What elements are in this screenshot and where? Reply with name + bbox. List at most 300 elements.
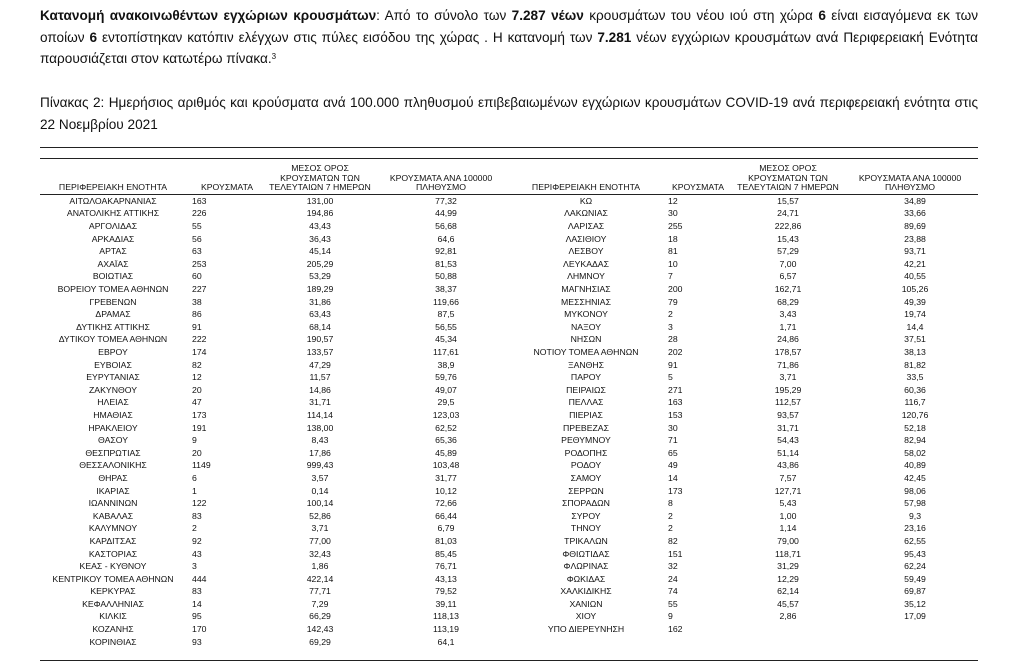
table-row: [40, 359, 510, 372]
cell-cases: 81: [668, 246, 678, 257]
cell-per100k: 57,98: [904, 498, 926, 509]
cell-cases: 191: [192, 422, 207, 433]
cell-avg7: 6,57: [779, 271, 797, 282]
cell-per100k: 62,55: [904, 535, 926, 546]
table-row: [40, 371, 510, 384]
cell-cases: 74: [668, 586, 678, 597]
table-row: [510, 573, 978, 586]
table-row: [40, 598, 510, 611]
cell-per100k: 31,77: [435, 472, 457, 483]
cell-cases: 55: [192, 221, 202, 232]
header-cases: ΚΡΟΥΣΜΑΤΑ: [671, 182, 725, 193]
cell-unit: ΑΡΓΟΛΙΔΑΣ: [88, 221, 138, 232]
cell-per100k: 38,13: [904, 347, 926, 357]
cell-unit: ΧΑΛΚΙΔΙΚΗΣ: [560, 586, 612, 597]
cell-per100k: 14,4: [906, 321, 924, 332]
cell-unit: ΚΑΛΥΜΝΟΥ: [88, 523, 138, 534]
cell-avg7: 66,29: [309, 611, 331, 622]
cell-avg7: 7,29: [311, 598, 329, 609]
cell-avg7: 63,43: [309, 309, 331, 320]
cell-cases: 43: [192, 548, 202, 559]
cell-avg7: 31,29: [777, 561, 799, 572]
cell-per100k: 103,48: [432, 460, 460, 471]
cell-per100k: 49,07: [435, 384, 457, 395]
cell-unit: ΒΟΡΕΙΟΥ ΤΟΜΕΑ ΑΘΗΝΩΝ: [57, 284, 169, 295]
table-row: [40, 233, 510, 246]
cell-avg7: 3,71: [311, 523, 329, 534]
cell-cases: 1: [192, 485, 197, 496]
cell-cases: 63: [192, 246, 202, 257]
intro-text-1: : Από το σύνολο των: [376, 8, 512, 23]
intro-imported: 6: [818, 8, 826, 23]
cell-avg7: 1,14: [779, 523, 797, 534]
intro-text-2: κρουσμάτων του νέου ιού στη χώρα: [583, 8, 819, 23]
cell-avg7: 1,00: [779, 510, 797, 521]
cell-avg7: 51,14: [777, 447, 799, 458]
cell-avg7: 15,57: [777, 195, 799, 206]
cell-unit: ΣΑΜΟΥ: [570, 472, 602, 483]
cell-cases: 86: [192, 309, 202, 320]
cell-unit: ΗΛΕΙΑΣ: [97, 397, 129, 408]
cell-cases: 226: [192, 208, 207, 219]
cell-avg7: 205,29: [306, 258, 334, 269]
cell-unit: ΖΑΚΥΝΘΟΥ: [89, 384, 137, 395]
intro-gates: 6: [89, 29, 98, 45]
cell-avg7: 2,86: [779, 611, 797, 622]
cell-avg7: 189,29: [306, 284, 334, 295]
cell-avg7: 93,57: [777, 409, 799, 420]
cell-avg7: 12,29: [777, 573, 799, 584]
cell-avg7: 62,14: [777, 586, 799, 597]
cell-avg7: 11,57: [309, 372, 331, 383]
table-row: [40, 194, 510, 207]
cell-unit: ΠΕΛΛΑΣ: [568, 397, 604, 408]
cell-cases: 18: [668, 233, 678, 244]
cell-per100k: 105,26: [901, 284, 929, 295]
cell-avg7: 68,29: [777, 296, 799, 307]
cell-per100k: 56,68: [435, 221, 457, 232]
table-row: [510, 194, 978, 207]
cell-unit: ΦΘΙΩΤΙΔΑΣ: [562, 548, 610, 559]
cell-unit: ΛΕΥΚΑΔΑΣ: [563, 258, 609, 269]
cell-per100k: 49,39: [904, 296, 926, 307]
table-row: [40, 421, 510, 434]
cell-unit: ΜΥΚΟΝΟΥ: [564, 309, 608, 320]
cell-per100k: 72,66: [435, 498, 457, 509]
cell-per100k: 59,49: [904, 573, 926, 584]
cell-per100k: 81,82: [904, 359, 926, 370]
cell-unit: ΛΑΡΙΣΑΣ: [567, 221, 605, 232]
cell-per100k: 33,5: [906, 372, 924, 383]
cell-avg7: 114,14: [307, 409, 333, 420]
cell-avg7: 133,57: [306, 347, 334, 357]
cell-unit: ΤΗΝΟΥ: [570, 523, 602, 534]
cell-per100k: 38,37: [435, 284, 457, 295]
cell-unit: ΥΠΟ ΔΙΕΡΕΥΝΗΣΗ: [547, 624, 625, 635]
table-row: [40, 636, 510, 649]
cell-unit: ΚΑΡΔΙΤΣΑΣ: [89, 535, 137, 546]
cell-cases: 163: [192, 195, 207, 206]
cell-cases: 153: [668, 409, 683, 420]
cell-cases: 49: [668, 460, 678, 471]
cell-avg7: 190,57: [306, 334, 334, 345]
table-row: [510, 459, 978, 472]
cell-cases: 47: [192, 397, 202, 408]
cell-per100k: 66,44: [435, 510, 457, 521]
cell-unit: ΘΕΣΠΡΩΤΙΑΣ: [85, 447, 141, 458]
cell-per100k: 89,69: [904, 221, 926, 232]
cell-cases: 122: [192, 498, 207, 509]
cell-cases: 200: [668, 284, 683, 295]
table-row: [510, 220, 978, 233]
table-row: [510, 409, 978, 422]
table-row: [40, 560, 510, 573]
cell-unit: ΑΙΤΩΛΟΑΚΑΡΝΑΝΙΑΣ: [69, 195, 157, 206]
table-row: [510, 610, 978, 623]
cell-per100k: 50,88: [435, 271, 457, 282]
table-row: [40, 258, 510, 271]
intro-text-4: εντοπίστηκαν κατόπιν ελέγχων στις πύλες εισόδου της χώρας . Η κατανομή των: [97, 29, 598, 45]
cell-cases: 1149: [192, 460, 211, 471]
cell-avg7: 3,57: [311, 472, 329, 483]
cell-per100k: 69,87: [904, 586, 926, 597]
cell-cases: 30: [668, 208, 678, 219]
cell-avg7: 45,14: [309, 246, 331, 257]
cell-per100k: 79,52: [435, 586, 457, 597]
table-row: [510, 598, 978, 611]
table-row: [510, 207, 978, 220]
cell-avg7: 31,86: [309, 296, 331, 307]
cell-per100k: 6,79: [437, 523, 455, 534]
table-row: [40, 409, 510, 422]
table-caption: Πίνακας 2: Ημερήσιος αριθμός και κρούσματα ανά 100.000 πληθυσμού επιβεβαιωμένων εγχώριων κρουσμάτων COVID-19 ανά περιφερειακή ενότητα στις 22 Νοεμβρίου 2021: [40, 95, 978, 132]
cell-cases: 3: [668, 321, 673, 332]
table-row: [40, 270, 510, 283]
table-row: [40, 384, 510, 397]
cell-per100k: 42,45: [904, 472, 926, 483]
cell-unit: ΔΥΤΙΚΗΣ ΑΤΤΙΚΗΣ: [76, 321, 150, 332]
cell-unit: ΕΥΡΥΤΑΝΙΑΣ: [86, 372, 140, 383]
cell-avg7: 79,00: [777, 535, 799, 546]
table-row: [510, 396, 978, 409]
cell-unit: ΡΟΔΟΠΗΣ: [564, 447, 608, 458]
cell-avg7: 131,00: [306, 195, 334, 206]
cell-avg7: 1,71: [779, 321, 797, 332]
cell-unit: ΑΧΑΪΑΣ: [97, 258, 129, 269]
cell-avg7: 1,86: [311, 561, 329, 572]
table-row: [40, 547, 510, 560]
cell-cases: 60: [192, 271, 202, 282]
cell-per100k: 52,18: [904, 422, 926, 433]
cell-avg7: 31,71: [309, 397, 331, 408]
cell-per100k: 85,45: [435, 548, 457, 559]
cell-per100k: 81,03: [435, 535, 457, 546]
intro-text-3: είναι εισαγόμενα εκ των οποίων: [40, 8, 978, 45]
cell-per100k: 92,81: [435, 246, 457, 257]
table-row: [510, 308, 978, 321]
cell-unit: ΡΟΔΟΥ: [570, 460, 602, 471]
cell-cases: 7: [668, 271, 673, 282]
table-row: [40, 573, 510, 586]
cell-cases: 20: [192, 447, 202, 458]
cell-per100k: 65,36: [435, 435, 457, 446]
table-row: [510, 522, 978, 535]
cell-per100k: 93,71: [904, 246, 926, 257]
table-row: [40, 472, 510, 485]
cell-unit: ΛΑΚΩΝΙΑΣ: [564, 208, 608, 219]
cell-per100k: 19,74: [904, 309, 926, 320]
cell-unit: ΚΙΛΚΙΣ: [99, 611, 127, 622]
cell-unit: ΣΠΟΡΑΔΩΝ: [562, 498, 610, 509]
cell-per100k: 98,06: [904, 485, 926, 496]
cell-cases: 253: [192, 258, 207, 269]
cell-avg7: 3,71: [779, 372, 797, 383]
cell-cases: 10: [668, 258, 678, 269]
table-row: [40, 321, 510, 334]
table-row: [510, 384, 978, 397]
cell-unit: ΣΥΡΟΥ: [571, 510, 601, 521]
table-row: [40, 283, 510, 296]
cell-unit: ΙΩΑΝΝΙΝΩΝ: [88, 498, 138, 509]
cell-cases: 6: [192, 472, 197, 483]
cell-per100k: 23,16: [904, 523, 926, 534]
cell-per100k: 81,53: [435, 258, 457, 269]
cell-cases: 83: [192, 510, 202, 521]
cell-per100k: 33,66: [904, 208, 926, 219]
table-row: [40, 346, 510, 359]
cell-per100k: 113,19: [433, 624, 459, 635]
cell-cases: 32: [668, 561, 678, 572]
cell-unit: ΚΟΖΑΝΗΣ: [92, 624, 134, 635]
table-row: [510, 359, 978, 372]
cell-avg7: 112,57: [775, 397, 801, 408]
cell-avg7: 222,86: [774, 221, 802, 232]
cell-cases: 20: [192, 384, 202, 395]
cell-unit: ΞΑΝΘΗΣ: [567, 359, 605, 370]
cell-avg7: 118,71: [775, 548, 801, 559]
header-avg7: ΜΕΣΟΣ ΟΡΟΣ ΚΡΟΥΣΜΑΤΩΝ ΤΩΝ ΤΕΛΕΥΤΑΙΩΝ 7 ΗΜΕΡΩΝ: [737, 163, 839, 193]
cell-avg7: 142,43: [306, 624, 334, 635]
cell-avg7: [734, 623, 842, 636]
cell-unit: ΛΑΣΙΘΙΟΥ: [565, 233, 607, 244]
cell-cases: 56: [192, 233, 202, 244]
cell-unit: ΔΡΑΜΑΣ: [95, 309, 131, 320]
cell-cases: 14: [192, 598, 202, 609]
cell-per100k: 119,66: [433, 296, 459, 307]
table-row: [510, 560, 978, 573]
cell-per100k: 82,94: [904, 435, 926, 446]
cell-unit: ΙΚΑΡΙΑΣ: [96, 485, 130, 496]
cell-avg7: 5,43: [779, 498, 797, 509]
table-row: [40, 484, 510, 497]
cell-avg7: 43,86: [777, 460, 799, 471]
table-row: [510, 497, 978, 510]
cell-per100k: 76,71: [435, 561, 457, 572]
header-row: [510, 164, 978, 194]
cell-cases: 83: [192, 586, 202, 597]
cell-per100k: 10,12: [435, 485, 457, 496]
cell-per100k: 45,34: [435, 334, 457, 345]
cell-unit: ΚΑΣΤΟΡΙΑΣ: [88, 548, 138, 559]
cell-avg7: 195,29: [774, 384, 802, 395]
cell-unit: ΠΙΕΡΙΑΣ: [569, 409, 603, 420]
cell-per100k: 38,9: [437, 359, 455, 370]
table-row: [510, 421, 978, 434]
cell-cases: 24: [668, 573, 678, 584]
cell-cases: 444: [192, 573, 207, 584]
table-row: [40, 585, 510, 598]
cell-cases: 91: [668, 359, 678, 370]
table-row: [510, 233, 978, 246]
cell-unit: ΕΥΒΟΙΑΣ: [94, 359, 132, 370]
regional-table-right: [510, 164, 978, 636]
cell-per100k: 59,76: [435, 372, 457, 383]
cell-unit: ΝΑΞΟΥ: [571, 321, 601, 332]
cell-avg7: 24,86: [777, 334, 799, 345]
table-row: [40, 207, 510, 220]
cell-cases: 12: [192, 372, 202, 383]
cell-cases: 2: [668, 309, 673, 320]
cell-unit: ΚΕΡΚΥΡΑΣ: [90, 586, 136, 597]
intro-heading: Κατανομή ανακοινωθέντων εγχώριων κρουσμάτων: [40, 8, 377, 23]
cell-cases: 28: [668, 334, 678, 345]
cell-unit: ΦΩΚΙΔΑΣ: [566, 573, 606, 584]
cell-unit: ΠΑΡΟΥ: [570, 372, 602, 383]
intro-paragraph: [40, 5, 978, 70]
cell-per100k: 118,13: [433, 611, 459, 622]
table-body-left: [40, 194, 510, 648]
cell-unit: ΧΑΝΙΩΝ: [569, 598, 603, 609]
table-row: [510, 472, 978, 485]
cell-per100k: 116,7: [904, 397, 926, 408]
cell-unit: ΚΟΡΙΝΘΙΑΣ: [89, 636, 137, 647]
intro-domestic: 7.281: [597, 29, 632, 45]
cell-cases: 173: [192, 409, 207, 420]
cell-unit: ΓΡΕΒΕΝΩΝ: [89, 296, 137, 307]
cell-cases: 91: [192, 321, 202, 332]
cell-per100k: 62,24: [904, 561, 926, 572]
table-row: [510, 434, 978, 447]
cell-unit: ΑΝΑΤΟΛΙΚΗΣ ΑΤΤΙΚΗΣ: [66, 208, 160, 219]
cell-cases: 255: [668, 221, 683, 232]
header-per100k: ΚΡΟΥΣΜΑΤΑ ΑΝΑ 100000 ΠΛΗΘΥΣΜΟ: [858, 172, 962, 193]
table-row: [40, 308, 510, 321]
table-row: [40, 434, 510, 447]
table-row: [40, 396, 510, 409]
cell-avg7: 17,86: [309, 447, 331, 458]
cell-avg7: 8,43: [311, 435, 329, 446]
cell-per100k: 62,52: [435, 422, 457, 433]
cell-unit: ΧΙΟΥ: [575, 611, 597, 622]
cell-unit: ΝΗΣΩΝ: [570, 334, 602, 345]
cell-unit: ΝΟΤΙΟΥ ΤΟΜΕΑ ΑΘΗΝΩΝ: [533, 347, 639, 357]
cell-cases: 9: [668, 611, 673, 622]
cell-per100k: 64,6: [437, 233, 455, 244]
table-row: [510, 270, 978, 283]
table-bottom-rule: [40, 660, 978, 661]
cell-unit: ΕΒΡΟΥ: [98, 347, 128, 357]
cell-avg7: 57,29: [777, 246, 799, 257]
cell-cases: 95: [192, 611, 202, 622]
table-body-right: [510, 194, 978, 635]
cell-cases: 162: [668, 624, 683, 635]
cell-unit: ΜΑΓΝΗΣΙΑΣ: [561, 284, 611, 295]
cell-avg7: 31,71: [777, 422, 799, 433]
cell-per100k: 34,89: [904, 195, 926, 206]
cell-per100k: 40,89: [904, 460, 926, 471]
footnote-marker: 3: [271, 52, 277, 61]
cell-cases: 9: [192, 435, 197, 446]
cell-avg7: 45,57: [777, 598, 799, 609]
cell-avg7: 7,00: [779, 258, 797, 269]
cell-unit: ΘΑΣΟΥ: [97, 435, 129, 446]
cell-cases: 12: [668, 195, 678, 206]
cell-avg7: 0,14: [311, 485, 329, 496]
table-row: [510, 333, 978, 346]
table-row: [510, 547, 978, 560]
cell-cases: 227: [192, 284, 207, 295]
cell-cases: 79: [668, 296, 678, 307]
cell-unit: ΑΡΚΑΔΙΑΣ: [91, 233, 135, 244]
cell-per100k: 64,1: [437, 636, 455, 647]
cell-unit: ΠΡΕΒΕΖΑΣ: [563, 422, 609, 433]
cell-cases: 271: [668, 384, 683, 395]
cell-per100k: 117,61: [433, 347, 459, 357]
cell-cases: 38: [192, 296, 202, 307]
cell-avg7: 24,71: [777, 208, 799, 219]
cell-cases: 71: [668, 435, 678, 446]
cell-cases: 2: [668, 523, 673, 534]
cell-unit: ΚΕΦΑΛΛΗΝΙΑΣ: [82, 598, 144, 609]
table-row: [40, 245, 510, 258]
cell-avg7: 7,57: [779, 472, 797, 483]
cell-unit: ΘΕΣΣΑΛΟΝΙΚΗΣ: [79, 460, 147, 471]
cell-unit: ΛΕΣΒΟΥ: [568, 246, 604, 257]
table-second-rule: [40, 158, 978, 159]
cell-avg7: 69,29: [309, 636, 331, 647]
cell-avg7: 32,43: [309, 548, 331, 559]
regional-table-left: [40, 164, 510, 648]
cell-unit: ΚΕΑΣ - ΚΥΘΝΟΥ: [79, 561, 147, 572]
cell-per100k: 44,99: [435, 208, 457, 219]
header-avg7: ΜΕΣΟΣ ΟΡΟΣ ΚΡΟΥΣΜΑΤΩΝ ΤΩΝ ΤΕΛΕΥΤΑΙΩΝ 7 ΗΜΕΡΩΝ: [269, 163, 371, 193]
cell-cases: 2: [668, 510, 673, 521]
cell-avg7: 422,14: [306, 573, 334, 584]
intro-text-5: νέων εγχώριων κρουσμάτων ανά Περιφερειακή Ενότητα παρουσιάζεται στον κατωτέρω πίνακα.: [40, 29, 978, 66]
cell-unit: ΚΕΝΤΡΙΚΟΥ ΤΟΜΕΑ ΑΘΗΝΩΝ: [52, 573, 174, 584]
table-row: [40, 459, 510, 472]
cell-unit: ΒΟΙΩΤΙΑΣ: [92, 271, 134, 282]
header-unit: ΠΕΡΙΦΕΡΕΙΑΚΗ ΕΝΟΤΗΤΑ: [58, 182, 168, 193]
cell-cases: 163: [668, 397, 683, 408]
cell-per100k: 95,43: [904, 548, 926, 559]
table-row: [40, 220, 510, 233]
cell-per100k: 43,13: [435, 573, 457, 584]
table-row: [40, 610, 510, 623]
cell-avg7: 53,29: [309, 271, 331, 282]
table-row: [40, 296, 510, 309]
header-row: [40, 164, 510, 194]
cell-unit: ΗΜΑΘΙΑΣ: [93, 409, 133, 420]
cell-per100k: [842, 623, 978, 636]
table-row: [510, 245, 978, 258]
cell-per100k: 58,02: [904, 447, 926, 458]
cell-avg7: 47,29: [309, 359, 331, 370]
cell-avg7: 138,00: [306, 422, 334, 433]
cell-avg7: 52,86: [309, 510, 331, 521]
cell-unit: ΤΡΙΚΑΛΩΝ: [564, 535, 608, 546]
table-row: [510, 447, 978, 460]
